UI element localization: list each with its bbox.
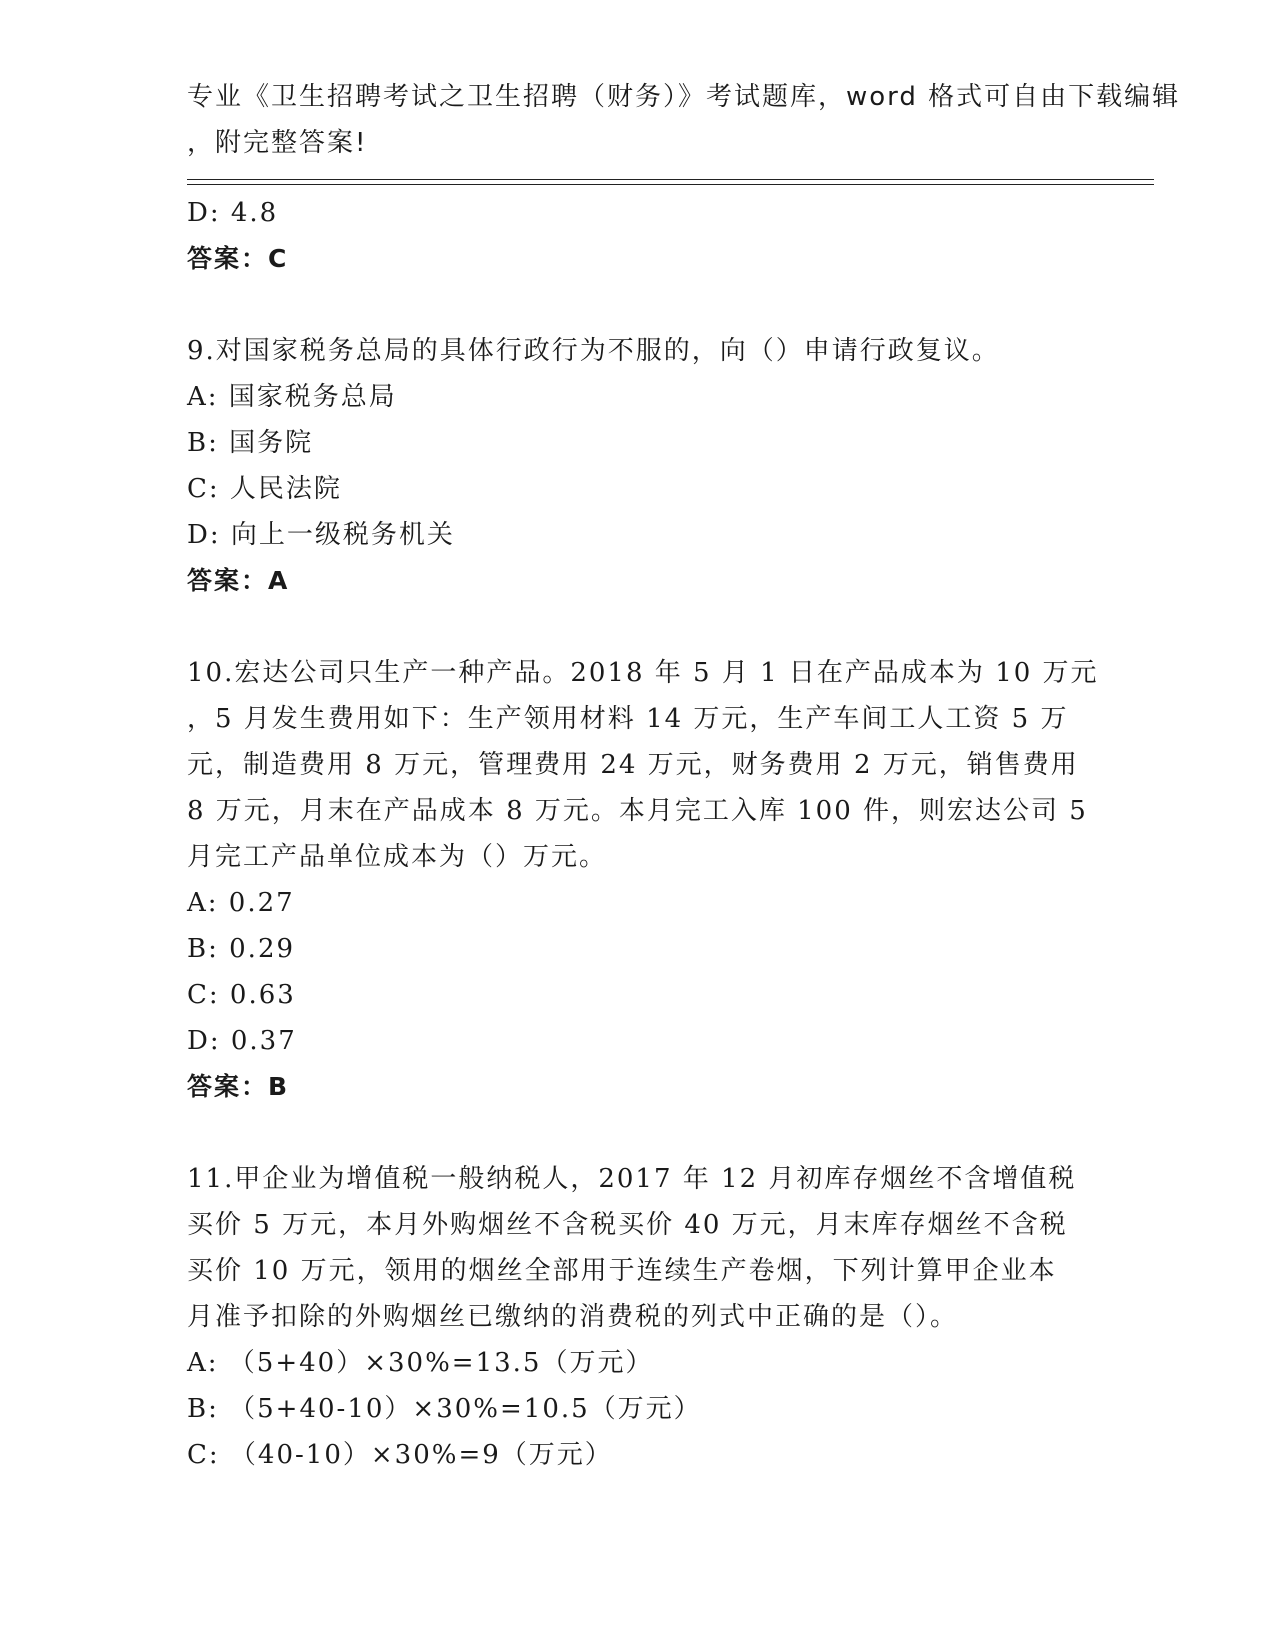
- question-10: [187, 650, 1099, 1110]
- option-d: D: 0.37: [187, 1026, 297, 1056]
- question-stem-line: 买价 10 万元，领用的烟丝全部用于连续生产卷烟，下列计算甲企业本: [187, 1256, 1057, 1286]
- option-b: B: （5+40-10）×30%=10.5（万元）: [187, 1394, 702, 1424]
- option-d: D: 4.8: [187, 198, 279, 228]
- question-stem-line: 月准予扣除的外购烟丝已缴纳的消费税的列式中正确的是（）。: [187, 1302, 959, 1332]
- question-9: [187, 328, 1087, 604]
- option-a: A: 0.27: [187, 888, 295, 918]
- header-divider-bottom: [187, 184, 1154, 185]
- question-stem-line: 月完工产品单位成本为（）万元。: [187, 842, 608, 872]
- option-b: B: 0.29: [187, 934, 296, 964]
- question-stem-line: 元，制造费用 8 万元，管理费用 24 万元，财务费用 2 万元，销售费用: [187, 750, 1079, 780]
- question-8-tail: [187, 190, 1087, 282]
- question-stem-line: 买价 5 万元，本月外购烟丝不含税买价 40 万元，月末库存烟丝不含税: [187, 1210, 1068, 1240]
- document-header: [187, 74, 1181, 166]
- option-c: C: （40-10）×30%=9（万元）: [187, 1440, 613, 1470]
- option-a: A: （5+40）×30%=13.5（万元）: [187, 1348, 654, 1378]
- option-c: C: 人民法院: [187, 474, 342, 504]
- answer-label: 答案：B: [187, 1072, 290, 1101]
- question-11: [187, 1156, 1087, 1478]
- header-divider-top: [187, 179, 1154, 180]
- option-d: D: 向上一级税务机关: [187, 520, 455, 550]
- question-stem-line: 11.甲企业为增值税一般纳税人，2017 年 12 月初库存烟丝不含增值税: [187, 1164, 1077, 1194]
- question-stem-line: ，5 月发生费用如下：生产领用材料 14 万元，生产车间工人工资 5 万: [187, 704, 1069, 734]
- question-stem-line: 8 万元，月末在产品成本 8 万元。本月完工入库 100 件，则宏达公司 5: [187, 796, 1088, 826]
- answer-label: 答案：C: [187, 244, 289, 273]
- answer-label: 答案：A: [187, 566, 290, 595]
- question-stem: 9.对国家税务总局的具体行政行为不服的，向（）申请行政复议。: [187, 336, 1000, 366]
- header-line-1: 专业《卫生招聘考试之卫生招聘（财务）》考试题库，word 格式可自由下载编辑: [187, 82, 1181, 112]
- option-c: C: 0.63: [187, 980, 296, 1010]
- option-b: B: 国务院: [187, 428, 314, 458]
- header-line-2: ，附完整答案!: [187, 128, 368, 158]
- question-list: [187, 190, 1099, 1478]
- question-stem-line: 10.宏达公司只生产一种产品。2018 年 5 月 1 日在产品成本为 10 万元: [187, 658, 1099, 688]
- option-a: A: 国家税务总局: [187, 382, 397, 412]
